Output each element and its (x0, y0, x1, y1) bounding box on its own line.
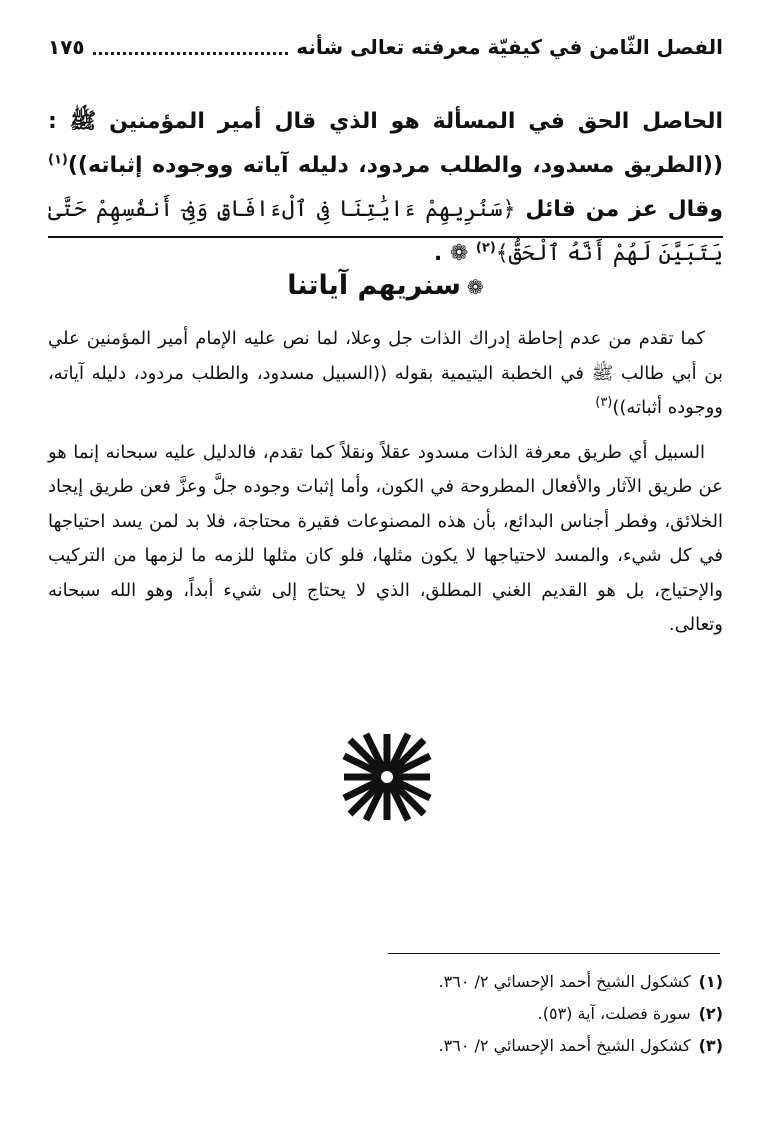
footnotes (48, 966, 723, 1062)
footnote-number: (٣) (698, 1036, 723, 1055)
footnote-item (48, 966, 723, 998)
footnote-item (48, 998, 723, 1030)
paragraph-1 (48, 322, 723, 426)
footnote-ref-3: (٣) (595, 395, 613, 410)
quote-continuation: وقال عز من قائل (515, 197, 724, 222)
opening-quote (48, 100, 723, 276)
paragraph-2: السبيل أي طريق معرفة الذات مسدود عقلاً ونقلاً كما تقدم، فالدليل عليه سبحانه إنما هو عن طريق الآثار والأفعال المطروحة في الكون، وأما إثبات وجوده جلَّ وعزَّ فعن طريق إيجاد الخلائق، وفطر أجناس البدائع، بأن هذه المصنوعات فقيرة محتاجة، فلا بد لمن يسد احتياجها في كل شيء، والمسد لاحتياجها لا يكون مثلها، فلو كان مثلها للزمه ما لزمها من التركيب والإحتياج، بل هو القديم الغني المطلق، الذي لا يحتاج إلى شيء أبداً، وهو الله سبحانه وتعالى. (48, 441, 723, 635)
footnote-text: سورة فصلت، آية (٥٣). (537, 1004, 691, 1023)
starburst-ornament-icon (340, 730, 434, 824)
section-title: سنريهم آياتنا (287, 270, 461, 301)
body-text (48, 322, 723, 653)
paragraph-1-text: كما تقدم من عدم إحاطة إدراك الذات جل وعلا، لما نص عليه الإمام أمير المؤمنين علي بن أبي طالب ﷺ في الخطبة اليتيمية بقوله ((السبيل مسدود، والطلب مردود، دليله آياته، ووجوده أثباته)) (48, 328, 723, 418)
chapter-title: الفصل الثّامن في كيفيّة معرفته تعالى شأنه (296, 35, 723, 59)
footnote-text: كشكول الشيخ أحمد الإحسائي ٢/ ٣٦٠. (438, 1036, 691, 1055)
footnote-number: (١) (698, 972, 723, 991)
footnote-ref-2: (٢) (475, 240, 496, 256)
verse-end-mark: ❁ . (433, 241, 476, 266)
footnote-separator (388, 953, 720, 954)
quote-text: الحاصل الحق في المسألة هو الذي قال أمير المؤمنين ﷺ : ((الطريق مسدود، والطلب مردود، دليله آياته ووجوده إثباته)) (48, 109, 723, 178)
quran-verse: ﴿سَنُرِيهِمْ ءَايَٰتِنَا فِى ٱلْءَافَاقِ وَفِىٓ أَنفُسِهِمْ حَتَّىٰ يَتَبَيَّنَ لَهُمْ أَنَّهُ ٱلْحَقُّ﴾ (48, 197, 723, 266)
separator-rule (48, 236, 723, 238)
flower-icon: ❁ (466, 275, 484, 299)
footnote-ref-1: (١) (48, 152, 68, 168)
leader-dots (93, 52, 289, 55)
running-header (48, 30, 723, 64)
page-number: ١٧٥ (48, 35, 85, 59)
footnote-text: كشكول الشيخ أحمد الإحسائي ٢/ ٣٦٠. (438, 972, 691, 991)
section-heading (48, 270, 723, 301)
footnote-number: (٢) (698, 1004, 723, 1023)
footnote-item (48, 1030, 723, 1062)
